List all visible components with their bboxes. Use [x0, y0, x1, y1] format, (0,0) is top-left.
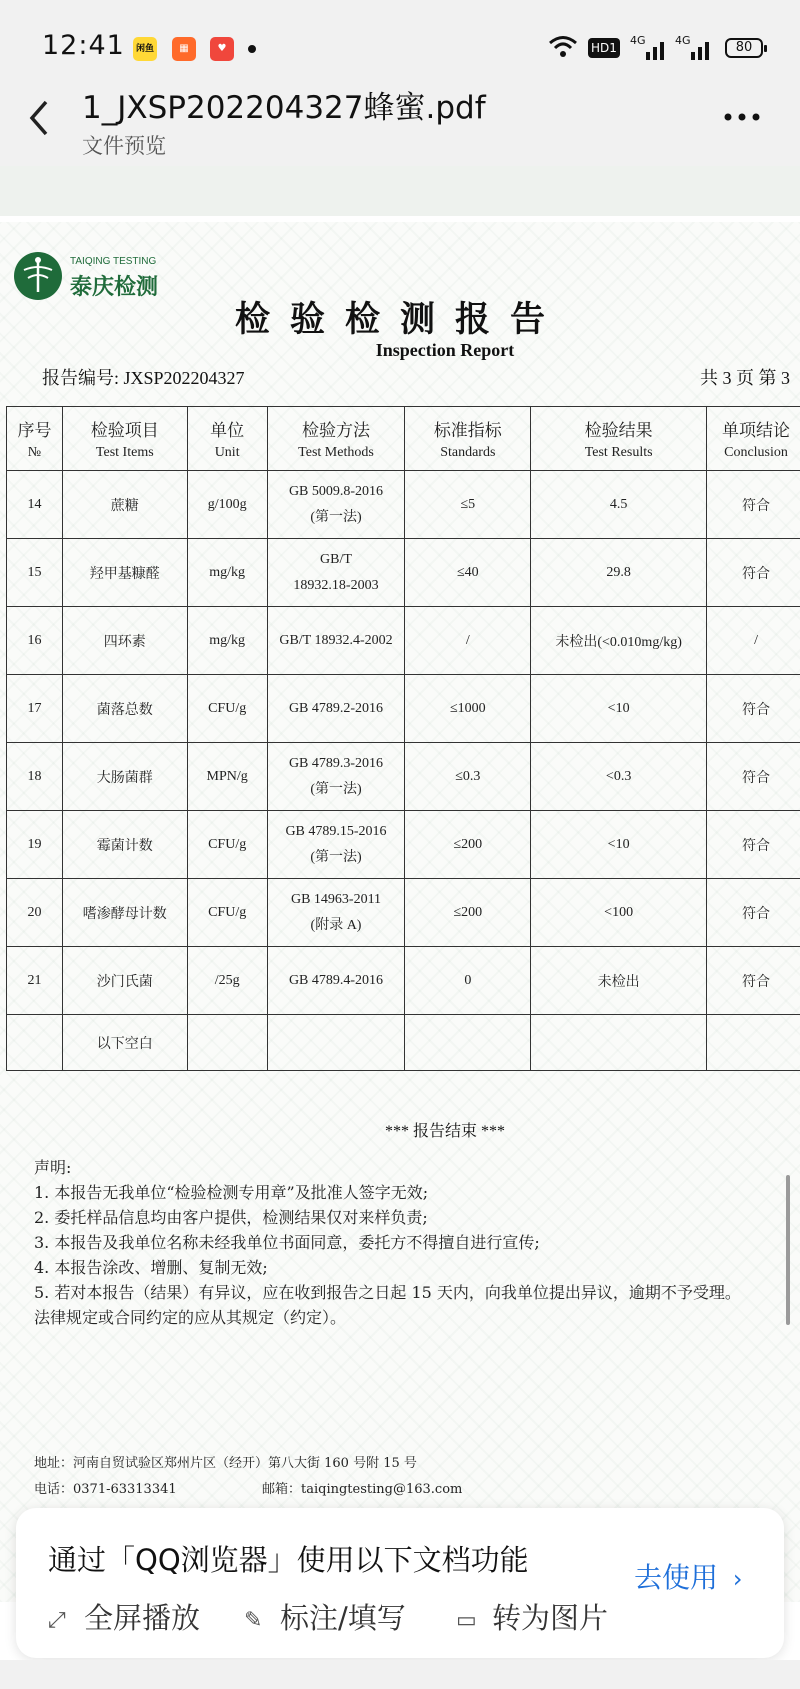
edit-icon: ✎ [244, 1607, 263, 1633]
declaration-heading: 声明: [34, 1158, 72, 1177]
lab-address: 地址：河南自贸试验区郑州片区（经开）第八大街 160 号附 15 号 [34, 1456, 417, 1471]
chevron-left-icon [24, 96, 54, 140]
row-number: 15 [7, 539, 63, 607]
row-result: 4.5 [531, 471, 707, 539]
row-result: <10 [531, 811, 707, 879]
table-row [7, 743, 800, 811]
file-preview-header [0, 90, 800, 166]
row-unit: mg/kg [187, 539, 267, 607]
row-method: GB/T 18932.4-2002 [267, 607, 405, 675]
declaration [34, 1155, 800, 1330]
page-gap [0, 166, 800, 216]
row-method: GB 5009.8-2016 (第一法) [267, 471, 405, 539]
row-item: 沙门氏菌 [62, 947, 187, 1015]
more-dots-icon [722, 102, 762, 132]
declaration-item: 3. 本报告及我单位名称未经我单位书面同意，委托方不得擅自进行宣传; [34, 1233, 540, 1252]
row-standard: ≤5 [405, 471, 531, 539]
annotate-fill-button[interactable]: ✎ 标注/填写 [244, 1601, 406, 1635]
table-row [7, 947, 800, 1015]
row-conclusion: 符合 [707, 811, 800, 879]
row-standard: ≤1000 [405, 675, 531, 743]
row-standard: ≤200 [405, 879, 531, 947]
report-title-en: Inspection Report [375, 340, 515, 360]
row-number: 19 [7, 811, 63, 879]
row-result: 未检出(<0.010mg/kg) [531, 607, 707, 675]
declaration-item: 法律规定或合同约定的应从其规定（约定）。 [34, 1308, 347, 1327]
more-options-button[interactable] [722, 102, 762, 139]
row-standard: ≤40 [405, 539, 531, 607]
row-method: GB 4789.15-2016 (第一法) [267, 811, 405, 879]
blank-row [7, 1015, 800, 1071]
row-conclusion: 符合 [707, 471, 800, 539]
heart-app-icon: ♥ [210, 37, 234, 61]
row-method: GB/T 18932.18-2003 [267, 539, 405, 607]
logo-english-name: TAIQING TESTING [70, 256, 157, 267]
declaration-item: 2. 委托样品信息均由客户提供，检测结果仅对来样负责; [34, 1208, 428, 1227]
table-row [7, 811, 800, 879]
row-standard: ≤0.3 [405, 743, 531, 811]
row-unit: g/100g [187, 471, 267, 539]
chevron-right-icon: › [732, 1565, 743, 1593]
row-result: 29.8 [531, 539, 707, 607]
row-conclusion: 符合 [707, 879, 800, 947]
qq-browser-banner[interactable] [16, 1508, 784, 1658]
row-standard: / [405, 607, 531, 675]
lab-email: 邮箱：taiqingtesting@163.com [262, 1482, 463, 1497]
table-row [7, 879, 800, 947]
row-standard: 0 [405, 947, 531, 1015]
declaration-item: 4. 本报告涂改、增删、复制无效; [34, 1258, 268, 1277]
row-number: 20 [7, 879, 63, 947]
row-conclusion: 符合 [707, 743, 800, 811]
row-item: 蔗糖 [62, 471, 187, 539]
logo-chinese-name: 泰庆检测 [70, 274, 159, 300]
row-item: 霉菌计数 [62, 811, 187, 879]
row-item: 嗜渗酵母计数 [62, 879, 187, 947]
file-name: 1_JXSP202204327蜂蜜.pdf [82, 90, 486, 126]
table-row [7, 607, 800, 675]
table-row [7, 471, 800, 539]
row-result: <100 [531, 879, 707, 947]
notification-dot [248, 45, 256, 53]
row-unit: CFU/g [187, 811, 267, 879]
fullscreen-play-button[interactable]: ⤢ 全屏播放 [48, 1601, 201, 1635]
wifi-icon [548, 34, 578, 62]
report-title: 检验检测报告 [234, 299, 565, 340]
row-method: GB 14963-2011 (附录 A) [267, 879, 405, 947]
row-conclusion: 符合 [707, 675, 800, 743]
xianyu-app-icon: 闲鱼 [133, 37, 157, 61]
header-conclusion: 单项结论 Conclusion [707, 407, 800, 471]
row-number: 16 [7, 607, 63, 675]
row-method: GB 4789.4-2016 [267, 947, 405, 1015]
row-number: 14 [7, 471, 63, 539]
row-unit: CFU/g [187, 675, 267, 743]
row-unit: MPN/g [187, 743, 267, 811]
status-bar: 12:41 闲鱼 ▦ ♥ HD1 4G 4G 80 [0, 0, 800, 90]
declaration-item: 5. 若对本报告（结果）有异议，应在收到报告之日起 15 天内，向我单位提出异议，逾期不予受理。 [34, 1283, 741, 1302]
header-standards: 标准指标 Standards [405, 407, 531, 471]
row-number: 21 [7, 947, 63, 1015]
fullscreen-icon: ⤢ [48, 1607, 66, 1633]
row-result: <0.3 [531, 743, 707, 811]
status-time: 12:41 [42, 30, 125, 61]
row-conclusion: 符合 [707, 539, 800, 607]
row-conclusion: / [707, 607, 800, 675]
table-row [7, 539, 800, 607]
row-result: 未检出 [531, 947, 707, 1015]
table-header-row [7, 407, 800, 471]
row-number: 17 [7, 675, 63, 743]
header-test-results: 检验结果 Test Results [531, 407, 707, 471]
page-count: 共 3 页 第 3 [700, 368, 790, 388]
row-unit: mg/kg [187, 607, 267, 675]
header-number: 序号 № [7, 407, 63, 471]
document-scrollbar[interactable] [786, 1175, 790, 1325]
row-item: 羟甲基糠醛 [62, 539, 187, 607]
row-conclusion: 符合 [707, 947, 800, 1015]
row-number: 18 [7, 743, 63, 811]
row-unit: CFU/g [187, 879, 267, 947]
row-method: GB 4789.3-2016 (第一法) [267, 743, 405, 811]
row-item: 菌落总数 [62, 675, 187, 743]
header-test-items: 检验项目 Test Items [62, 407, 187, 471]
header-unit: 单位 Unit [187, 407, 267, 471]
row-item: 大肠菌群 [62, 743, 187, 811]
file-preview-subtitle: 文件预览 [82, 134, 166, 158]
go-use-button[interactable]: 去使用 › [634, 1561, 743, 1594]
battery-icon: 80 [725, 38, 763, 58]
row-unit: /25g [187, 947, 267, 1015]
image-icon: ▭ [456, 1607, 477, 1633]
grid-app-icon: ▦ [172, 37, 196, 61]
lab-phone: 电话：0371-63313341 [34, 1482, 177, 1497]
row-standard: ≤200 [405, 811, 531, 879]
row-method: GB 4789.2-2016 [267, 675, 405, 743]
row-item: 四环素 [62, 607, 187, 675]
report-number: 报告编号: JXSP202204327 [42, 368, 245, 388]
header-test-methods: 检验方法 Test Methods [267, 407, 405, 471]
hd-icon: HD1 [588, 38, 620, 58]
declaration-item: 1. 本报告无我单位“检验检测专用章”及批准人签字无效; [34, 1183, 429, 1202]
inspection-results-table [6, 406, 800, 1071]
bottom-bar [0, 1660, 800, 1689]
table-row [7, 675, 800, 743]
row-result: <10 [531, 675, 707, 743]
blank-row-label: 以下空白 [62, 1015, 187, 1071]
back-button[interactable] [24, 96, 64, 146]
qq-banner-text: 通过「QQ浏览器」使用以下文档功能 [48, 1543, 529, 1577]
report-end-mark: *** 报告结束 *** [384, 1123, 505, 1140]
convert-to-image-button[interactable]: ▭ 转为图片 [456, 1601, 609, 1635]
